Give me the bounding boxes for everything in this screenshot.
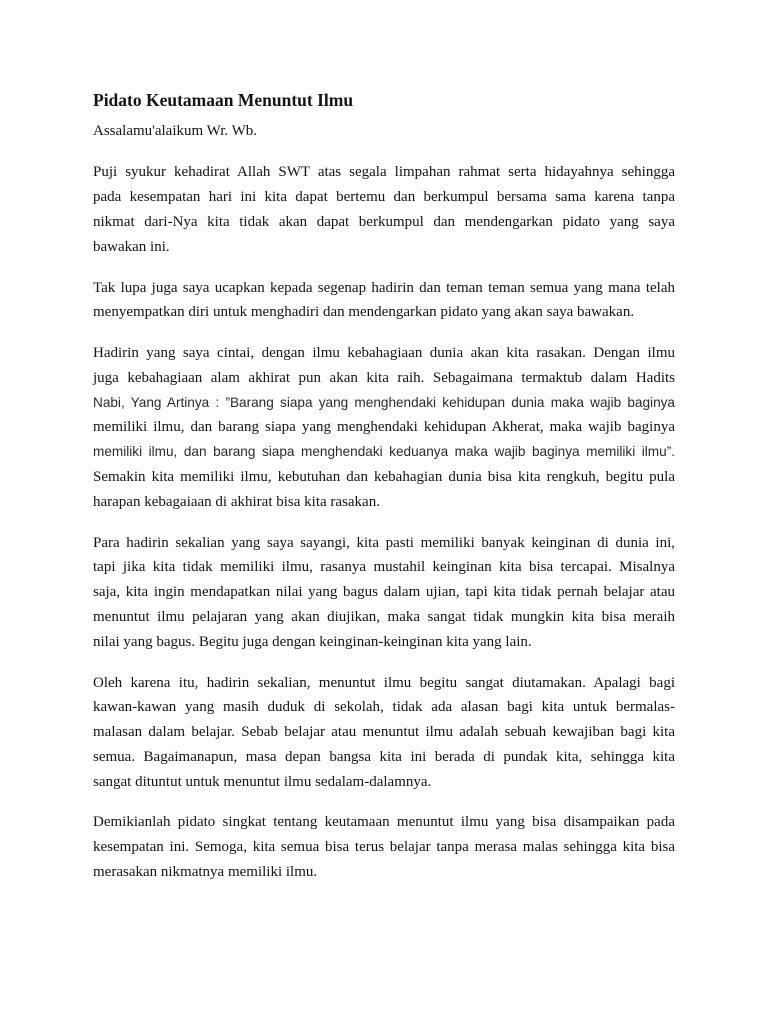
paragraph-5 xyxy=(93,671,675,795)
paragraph-line: Para hadirin sekalian yang saya sayangi, kita pasti memiliki banyak keinginan di dunia ini, xyxy=(93,534,675,551)
paragraph-6 xyxy=(93,810,675,885)
paragraph-line: Tak lupa juga saya ucapkan kepada segenap hadirin dan teman teman semua yang mana telah xyxy=(93,279,675,296)
paragraph-line: malasan dalam belajar. Sebab belajar atau menuntut ilmu adalah sebuah kewajiban bagi kita xyxy=(93,724,675,741)
document-body xyxy=(93,88,675,901)
paragraph-1 xyxy=(93,160,675,260)
paragraph-line: Hadirin yang saya cintai, dengan ilmu kebahagiaan dunia akan kita rasakan. Dengan ilmu xyxy=(93,344,675,361)
document-title: Pidato Keutamaan Menuntut Ilmu xyxy=(93,89,354,110)
paragraph-line: saja, kita ingin mendapatkan nilai yang bagus dalam ujian, tapi kita tidak pernah belajar atau xyxy=(93,584,675,601)
paragraph-line: menyempatkan diri untuk menghadiri dan mendengarkan pidato yang akan saya bawakan. xyxy=(93,304,635,321)
paragraph-line: kawan-kawan yang masih duduk di sekolah, tidak ada alasan bagi kita untuk bermalas- xyxy=(93,699,675,716)
paragraph-line: nikmat dari-Nya kita tidak akan dapat berkumpul dan mendengarkan pidato yang saya xyxy=(93,214,675,231)
paragraph-line: semua. Bagaimanapun, masa depan bangsa kita ini berada di pundak kita, sehingga kita xyxy=(93,749,675,766)
hadith-quote-line: memiliki ilmu, dan barang siapa menghendaki keduanya maka wajib baginya memiliki ilmu”. xyxy=(93,444,675,460)
paragraph-line: kesempatan ini. Semoga, kita semua bisa terus belajar tanpa merasa malas sehingga kita bisa xyxy=(93,839,675,856)
paragraph-line: sangat dituntut untuk menuntut ilmu sedalam-dalamnya. xyxy=(93,774,432,791)
paragraph-line: Semakin kita memiliki ilmu, kebutuhan dan kebahagian dunia bisa kita rengkuh, begitu pula xyxy=(93,469,675,486)
paragraph-line: harapan kebagaiaan di akhirat bisa kita rasakan. xyxy=(93,494,380,511)
paragraph-line: merasakan nikmatnya memiliki ilmu. xyxy=(93,864,318,881)
paragraph-line: pada kesempatan hari ini kita dapat bertemu dan berkumpul bersama sama karena tanpa xyxy=(93,189,675,206)
paragraph-line: Puji syukur kehadirat Allah SWT atas segala limpahan rahmat serta hidayahnya sehingga xyxy=(93,164,675,181)
paragraph-line: menuntut ilmu pelajaran yang akan diujikan, maka sangat tidak mungkin kita bisa meraih xyxy=(93,609,675,626)
paragraph-line: tapi jika kita tidak memiliki ilmu, rasanya mustahil keinginan kita bisa tercapai. Misalnya xyxy=(93,559,675,576)
paragraph-2 xyxy=(93,276,675,326)
paragraph-line: memiliki ilmu, dan barang siapa yang menghendaki kehidupan Akherat, maka wajib baginya xyxy=(93,419,675,436)
hadith-quote-line: Nabi, Yang Artinya : ”Barang siapa yang menghendaki kehidupan dunia maka wajib baginya xyxy=(93,394,675,410)
paragraph-line: bawakan ini. xyxy=(93,239,170,256)
paragraph-line: nilai yang bagus. Begitu juga dengan keinginan-keinginan kita yang lain. xyxy=(93,634,532,651)
paragraph-3 xyxy=(93,341,675,515)
greeting-line: Assalamu'alaikum Wr. Wb. xyxy=(93,123,258,140)
paragraph-line: Demikianlah pidato singkat tentang keutamaan menuntut ilmu yang bisa disampaikan pada xyxy=(93,814,675,831)
paragraph-4 xyxy=(93,531,675,655)
paragraph-line: juga kebahagiaan alam akhirat pun akan kita raih. Sebagaimana termaktub dalam Hadits xyxy=(93,369,675,386)
paragraph-line: Oleh karena itu, hadirin sekalian, menuntut ilmu begitu sangat diutamakan. Apalagi bagi xyxy=(93,674,675,691)
